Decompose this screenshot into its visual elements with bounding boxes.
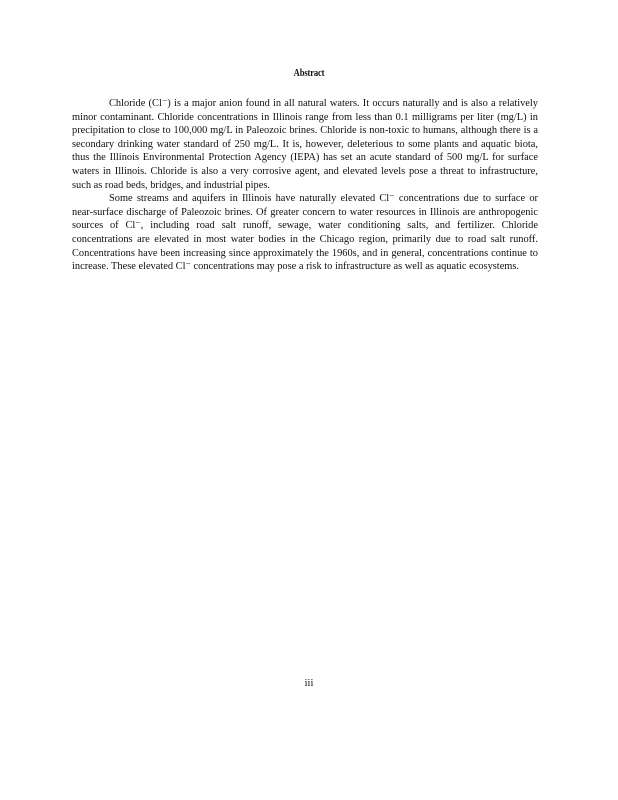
- abstract-paragraph-1: Chloride (Cl⁻) is a major anion found in all natural waters. It occurs naturally and is also a relatively minor contaminant. Chloride concentrations in Illinois range from less than 0.1 milligrams per liter (mg/L) in precipitation to close to 100,000 mg/L in Paleozoic brines. Chloride is non-toxic to humans, although there is a secondary drinking water standard of 250 mg/L. It is, however, deleterious to some plants and aquatic biota, thus the Illinois Environmental Protection Agency (IEPA) has set an acute standard of 500 mg/L for surface waters in Illinois. Chloride is also a very corrosive agent, and elevated levels pose a threat to infrastructure, such as road beds, bridges, and industrial pipes.: [72, 98, 538, 191]
- abstract-paragraph-2: Some streams and aquifers in Illinois have naturally elevated Cl⁻ concentrations due to surface or near-surface discharge of Paleozoic brines. Of greater concern to water resources in Illinois are anthropogenic sources of Cl⁻, including road salt runoff, sewage, water conditioning salts, and fertilizer. Chloride concentrations are elevated in most water bodies in the Chicago region, primarily due to road salt runoff. Concentrations have been increasing since approximately the 1960s, and in general, concentrations continue to increase. These elevated Cl⁻ concentrations may pose a risk to infrastructure as well as aquatic ecosystems.: [72, 193, 538, 273]
- page-number: iii: [304, 678, 314, 689]
- abstract-heading: Abstract: [293, 68, 325, 79]
- abstract-body: [72, 97, 538, 274]
